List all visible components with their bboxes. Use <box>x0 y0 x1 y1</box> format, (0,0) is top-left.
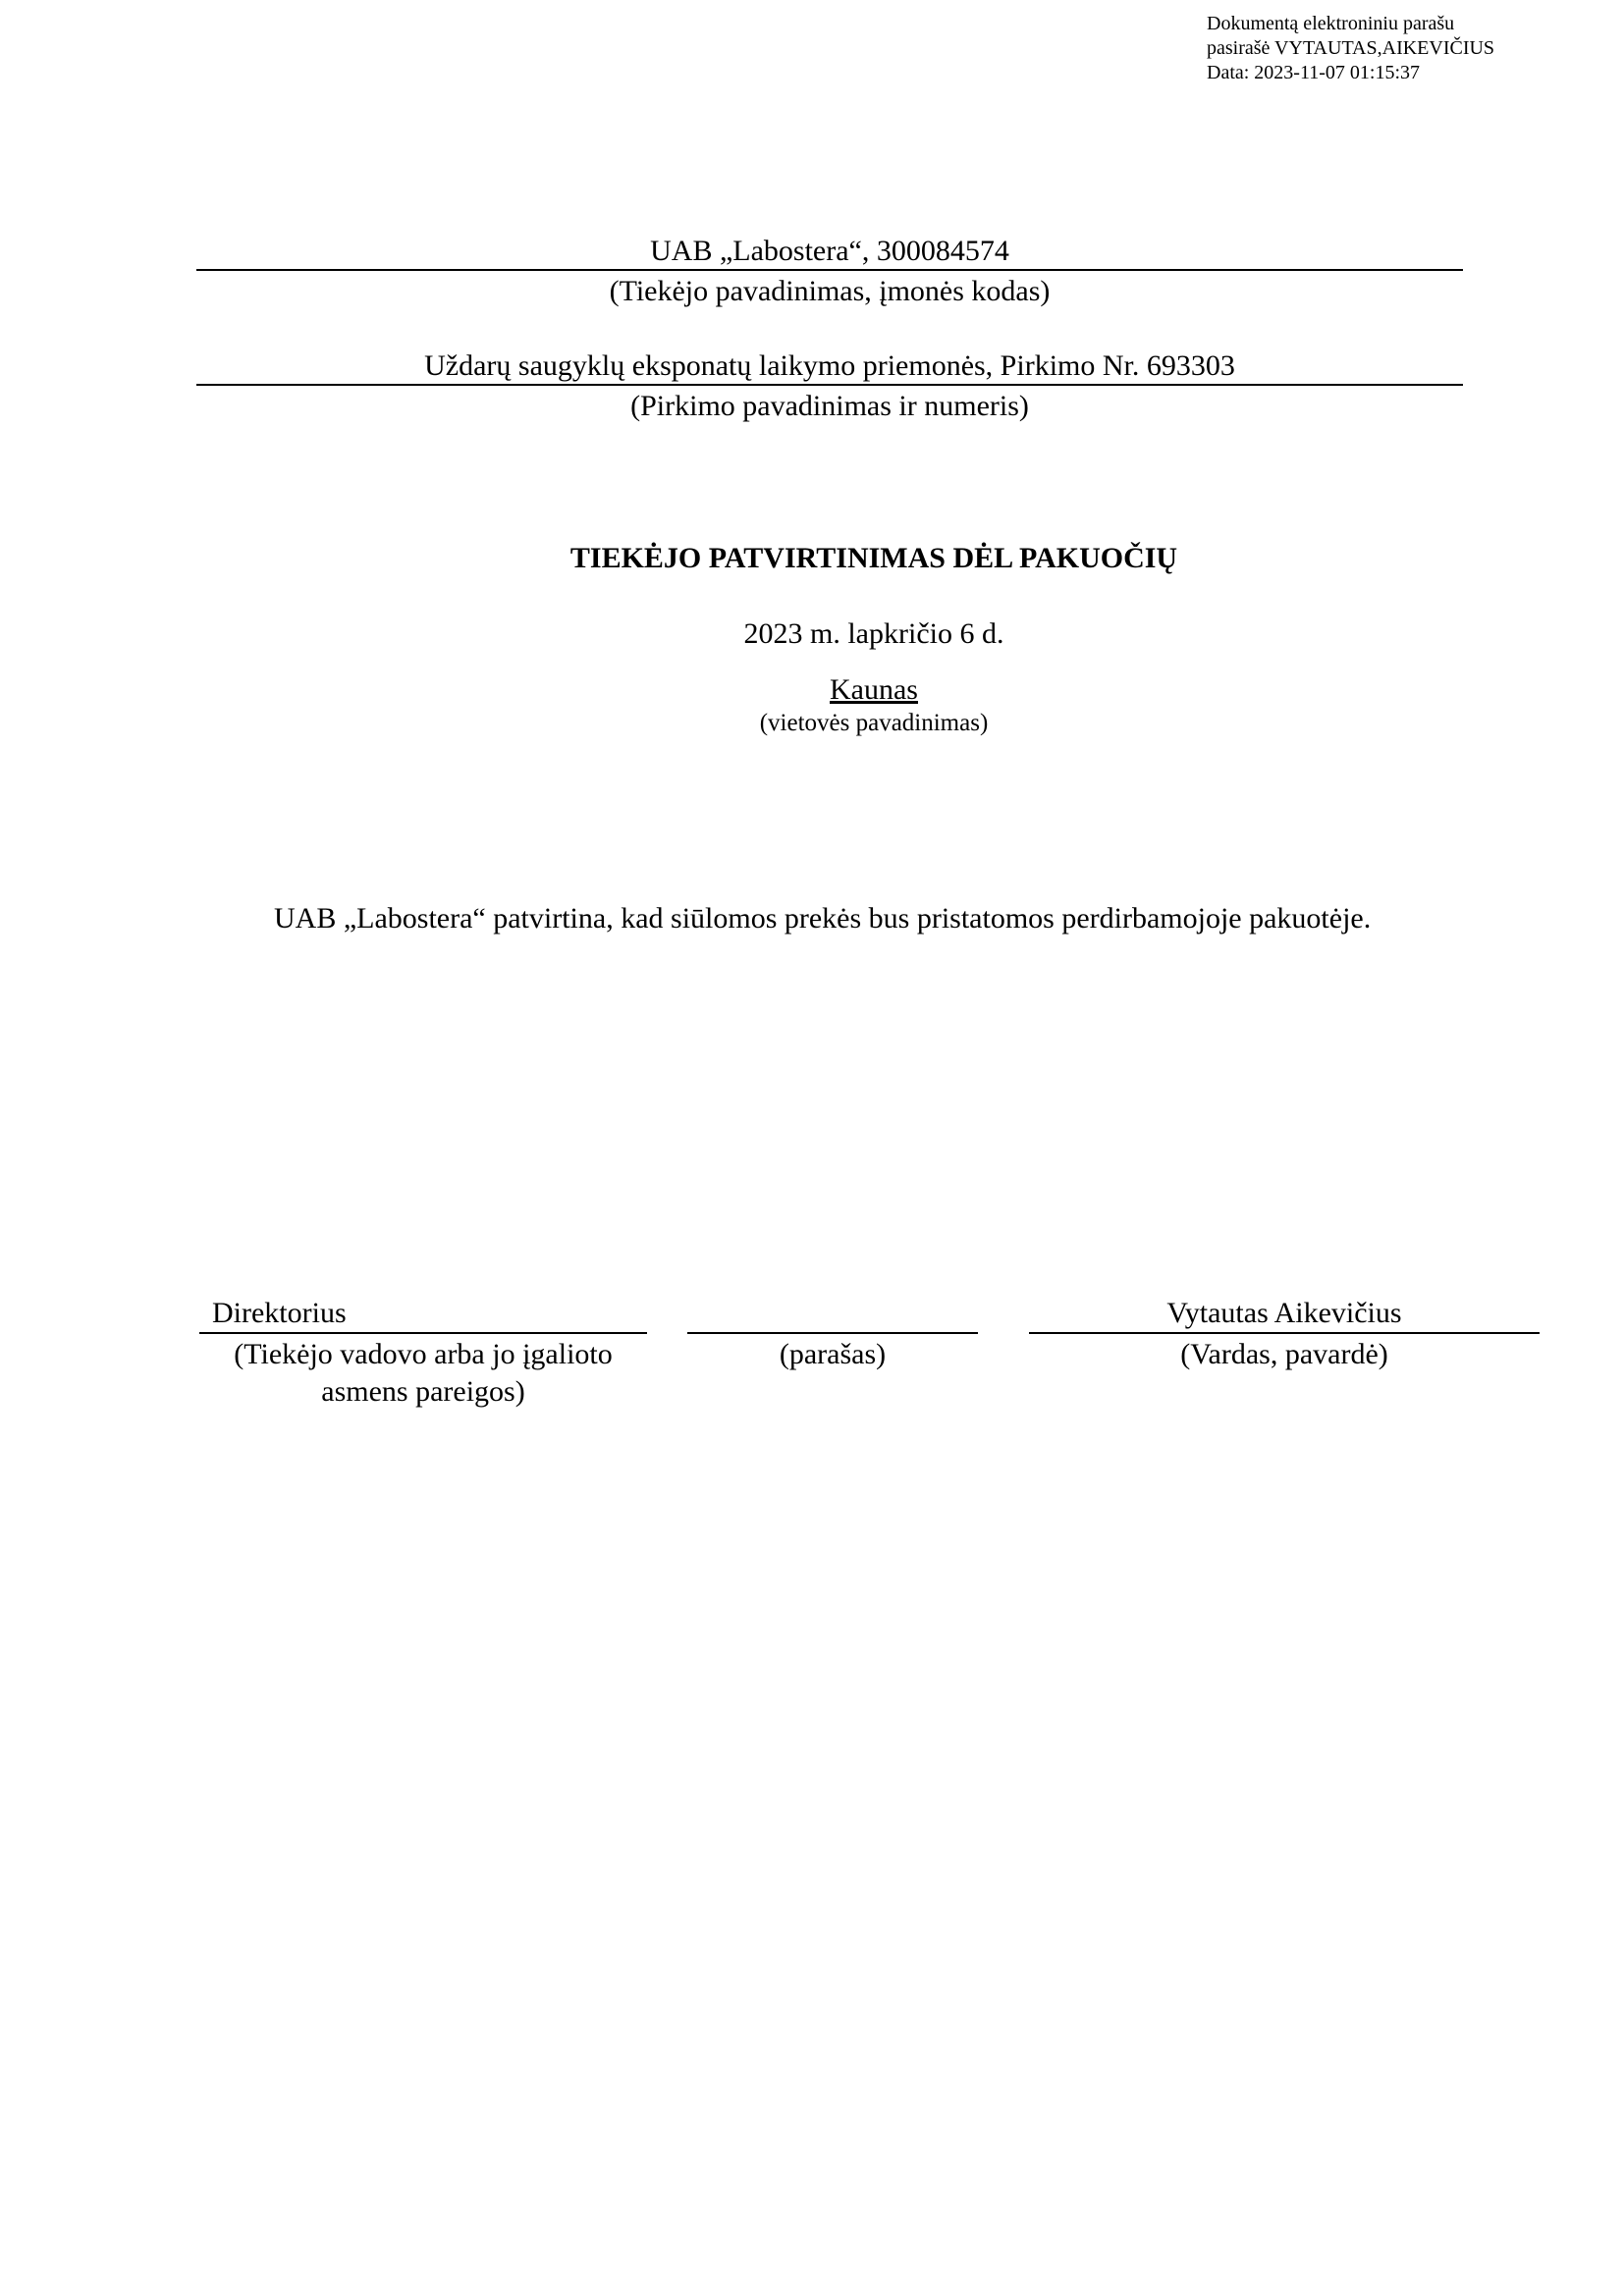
location <box>196 672 1551 708</box>
procurement-name: Uždarų saugyklų eksponatų laikymo priemonės, Pirkimo Nr. 693303 <box>424 349 1235 382</box>
stamp-line-1: Dokumentą elektroniniu parašu <box>1207 13 1455 34</box>
confirmation-statement: UAB „Labostera“ patvirtina, kad siūlomos prekės bus pristatomos perdirbamojoje pakuotėje. <box>274 902 1372 934</box>
signature-line <box>687 1332 978 1334</box>
supplier-underline <box>196 269 1463 271</box>
signer-name: Vytautas Aikevičius <box>1166 1297 1402 1329</box>
procurement-underline <box>196 384 1463 386</box>
signature-caption: (parašas) <box>779 1338 887 1370</box>
supplier-caption: (Tiekėjo pavadinimas, įmonės kodas) <box>609 275 1051 307</box>
document-title: TIEKĖJO PATVIRTINIMAS DĖL PAKUOČIŲ <box>569 542 1178 574</box>
procurement-caption: (Pirkimo pavadinimas ir numeris) <box>630 390 1029 422</box>
name-line <box>1029 1332 1540 1334</box>
e-signature-stamp <box>1207 12 1494 85</box>
position-value: Direktorius <box>212 1297 347 1329</box>
stamp-line-2: pasirašė VYTAUTAS,AIKEVIČIUS <box>1207 37 1495 59</box>
location-caption: (vietovės pavadinimas) <box>759 710 989 736</box>
position-caption-line-2: asmens pareigos) <box>321 1375 525 1408</box>
supplier-name: UAB „Labostera“, 300084574 <box>650 235 1009 267</box>
position-caption-line-1: (Tiekėjo vadovo arba jo įgalioto <box>234 1338 613 1370</box>
document-date: 2023 m. lapkričio 6 d. <box>743 617 1004 650</box>
stamp-line-3: Data: 2023-11-07 01:15:37 <box>1207 62 1421 83</box>
location-name: Kaunas <box>830 673 918 706</box>
position-line <box>199 1332 647 1334</box>
name-caption: (Vardas, pavardė) <box>1180 1338 1388 1370</box>
position-caption <box>189 1336 657 1411</box>
